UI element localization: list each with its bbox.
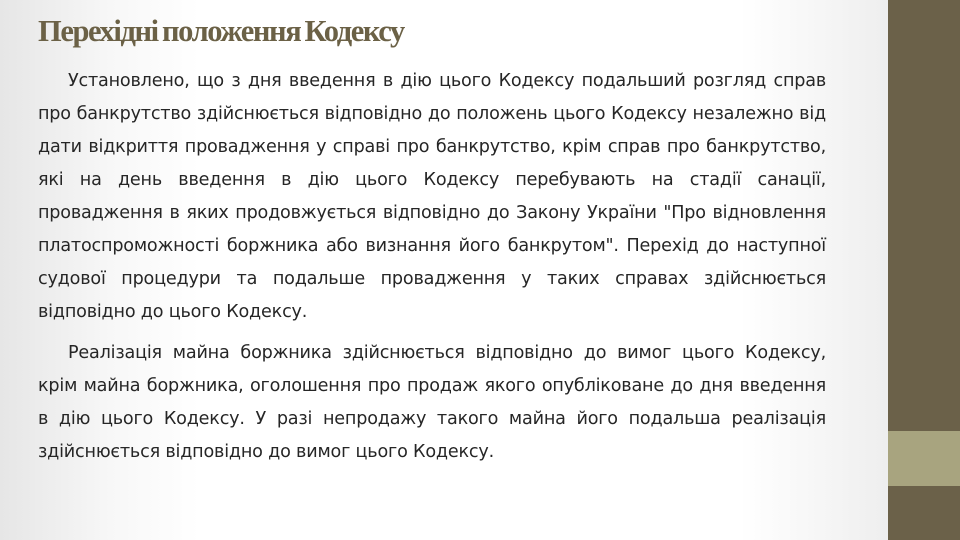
slide-body bbox=[38, 65, 826, 469]
slide-title: Перехідні положення Кодексу bbox=[38, 14, 404, 48]
paragraph-transition-cases: Установлено, що з дня введення в дію цього Кодексу подальший розгляд справ про банкрутство здійснюється відповідно до положень цього Кодексу незалежно від дати відкриття провадження у справі про банкрутство, крім справ про банкрутство, які на день введення в дію цього Кодексу перебувають на стадії санації, провадження в яких продовжується відповідно до Закону України "Про відновлення платоспроможності боржника або визнання його банкрутом". Перехід до наступної судової процедури та подальше провадження у таких справах здійснюється відповідно до цього Кодексу. bbox=[38, 71, 826, 322]
side-band-top bbox=[888, 0, 960, 431]
side-band-bottom bbox=[888, 486, 960, 540]
paragraph-property-sale: Реалізація майна боржника здійснюється відповідно до вимог цього Кодексу, крім майна боржника, оголошення про продаж якого опубліковане до дня введення в дію цього Кодексу. У разі непродажу такого майна його подальша реалізація здійснюється відповідно до вимог цього Кодексу. bbox=[38, 343, 826, 462]
side-band-accent bbox=[888, 431, 960, 486]
